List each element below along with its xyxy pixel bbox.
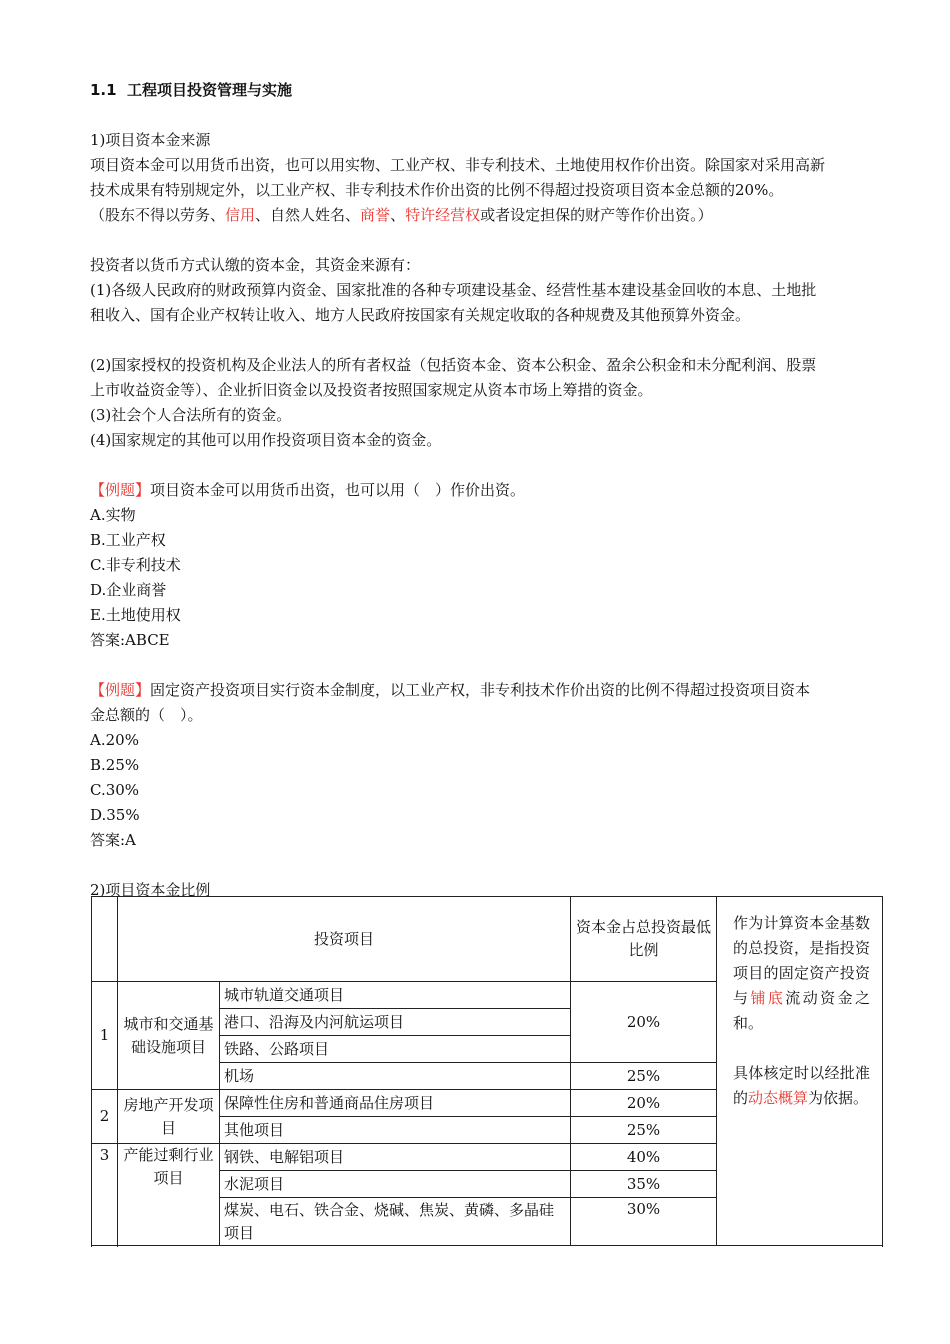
- example2-option-a: A.20%: [90, 731, 139, 749]
- group-2-no: 2: [92, 1090, 118, 1144]
- table-row-item: 其他项目: [220, 1117, 571, 1144]
- table-row-ratio: 35%: [571, 1171, 717, 1198]
- note-paragraph-1: 作为计算资本金基数的总投资，是指投资项目的固定资产投资与铺底流动资金之和。: [733, 914, 870, 1032]
- header-ratio: 资本金占总投资最低比例: [571, 897, 717, 982]
- example1-question: 【例题】项目资本金可以用货币出资，也可以用（ ）作价出资。: [90, 481, 526, 499]
- sources-item2-line2: 上市收益资金等）、企业折旧资金以及投资者按照国家规定从资本市场上筹措的资金。: [90, 381, 653, 399]
- group-1-no: 1: [92, 982, 118, 1090]
- table-row-item: 铁路、公路项目: [220, 1036, 571, 1063]
- group-1-name: 城市和交通基础设施项目: [118, 982, 220, 1090]
- example2-option-d: D.35%: [90, 806, 140, 824]
- table-row-item: 水泥项目: [220, 1171, 571, 1198]
- group-3-no: 3: [92, 1144, 118, 1246]
- example2-question-line2: 金总额的（ ）。: [90, 706, 203, 724]
- header-blank-cell: [92, 897, 118, 982]
- sub1-line2: 技术成果有特别规定外，以工业产权、非专利技术作价出资的比例不得超过投资项目资本金总额的20%。: [90, 181, 784, 199]
- document-body: [90, 78, 882, 903]
- example1-answer: 答案:ABCE: [90, 631, 170, 649]
- sources-intro: 投资者以货币方式认缴的资本金，其资金来源有：: [90, 256, 421, 274]
- table-row-ratio: 40%: [571, 1144, 717, 1171]
- table-row-ratio: 30%: [571, 1198, 717, 1246]
- sub1-note: （股东不得以劳务、信用、自然人姓名、商誉、特许经营权或者设定担保的财产等作价出资。）: [90, 206, 713, 224]
- example1-option-b: B.工业产权: [90, 531, 166, 549]
- note-paragraph-2: 具体核定时以经批准的动态概算为依据。: [733, 1064, 870, 1107]
- example2-option-c: C.30%: [90, 781, 140, 799]
- sources-item1-line2: 租收入、国有企业产权转让收入、地方人民政府按国家有关规定收取的各种规费及其他预算外资金。: [90, 306, 751, 324]
- example2-option-b: B.25%: [90, 756, 140, 774]
- table-row-ratio: 25%: [571, 1117, 717, 1144]
- sub1-line1: 项目资本金可以用货币出资，也可以用实物、工业产权、非专利技术、土地使用权作价出资。除国家对采用高新: [90, 156, 826, 174]
- group-2-name: 房地产开发项目: [118, 1090, 220, 1144]
- sub1-heading: 1)项目资本金来源: [90, 131, 211, 149]
- capital-ratio-table: [91, 896, 883, 1246]
- example2-answer: 答案:A: [90, 831, 136, 849]
- sources-item4: (4)国家规定的其他可以用作投资项目资本金的资金。: [90, 431, 442, 449]
- sources-item2-line1: (2)国家授权的投资机构及企业法人的所有者权益（包括资本金、资本公积金、盈余公积金和未分配利润、股票: [90, 356, 817, 374]
- table-row-item: 机场: [220, 1063, 571, 1090]
- sub2-heading: 2)项目资本金比例: [90, 881, 211, 899]
- example-tag: 【例题】: [90, 681, 151, 699]
- sources-item1-line1: (1)各级人民政府的财政预算内资金、国家批准的各种专项建设基金、经营性基本建设基金回收的本息、土地批: [90, 281, 817, 299]
- table-row-item: 钢铁、电解铝项目: [220, 1144, 571, 1171]
- table-row-ratio: 25%: [571, 1063, 717, 1090]
- example1-option-e: E.土地使用权: [90, 606, 181, 624]
- table-note: [717, 897, 883, 1246]
- table-row-item: 城市轨道交通项目: [220, 982, 571, 1009]
- group-3-name: 产能过剩行业项目: [118, 1144, 220, 1246]
- example1-option-c: C.非专利技术: [90, 556, 181, 574]
- header-project: 投资项目: [118, 897, 571, 982]
- table-row-item: 煤炭、电石、铁合金、烧碱、焦炭、黄磷、多晶硅项目: [220, 1198, 571, 1246]
- table-row-ratio: 20%: [571, 1090, 717, 1117]
- section-title: 1.1 工程项目投资管理与实施: [90, 81, 293, 99]
- example-tag: 【例题】: [90, 481, 151, 499]
- sources-item3: (3)社会个人合法所有的资金。: [90, 406, 292, 424]
- example1-option-d: D.企业商誉: [90, 581, 167, 599]
- example1-option-a: A.实物: [90, 506, 136, 524]
- example2-question-line1: 【例题】固定资产投资项目实行资本金制度，以工业产权，非专利技术作价出资的比例不得超过投资项目资本: [90, 681, 811, 699]
- table-row-item: 港口、沿海及内河航运项目: [220, 1009, 571, 1036]
- table-row-item: 保障性住房和普通商品住房项目: [220, 1090, 571, 1117]
- table-row-ratio: 20%: [571, 982, 717, 1063]
